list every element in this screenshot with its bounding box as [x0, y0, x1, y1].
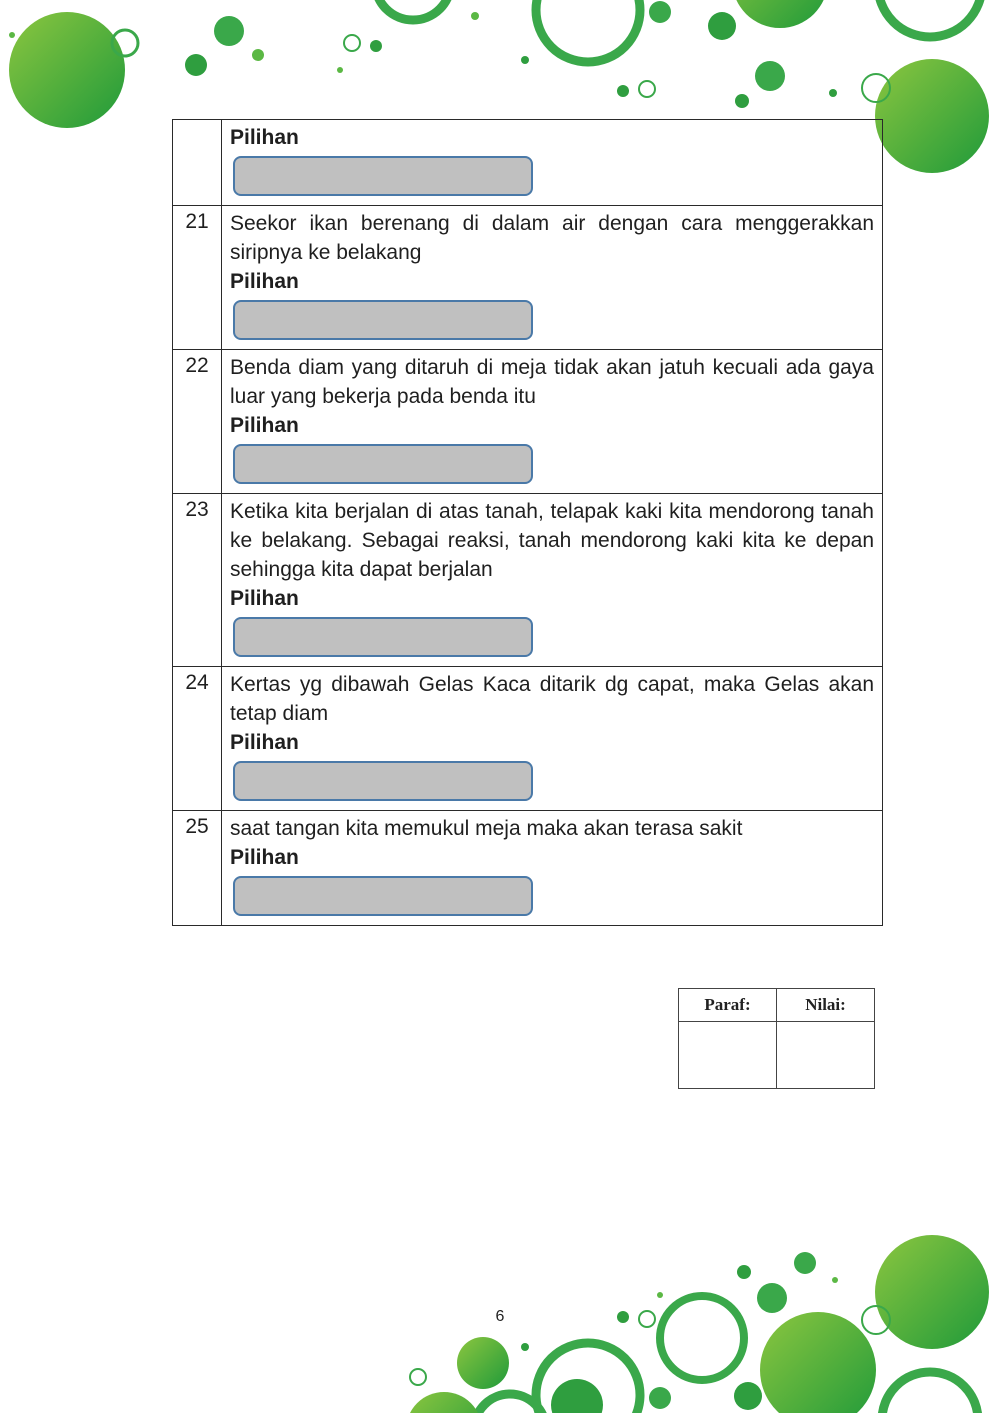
question-text: Benda diam yang ditaruh di meja tidak akan jatuh kecuali ada gaya luar yang bekerja pada benda itu [230, 356, 874, 408]
decor-dot [737, 1265, 751, 1279]
question-cell [222, 206, 883, 350]
decor-dot [657, 1292, 663, 1298]
decor-dot [832, 1277, 838, 1283]
decor-dot [214, 16, 244, 46]
decor-ring [375, 0, 451, 20]
decor-ring [344, 35, 360, 51]
question-number: 24 [173, 667, 222, 811]
answer-dropzone[interactable] [233, 761, 533, 801]
question-text: Seekor ikan berenang di dalam air dengan cara menggerakkan siripnya ke belakang [230, 212, 874, 264]
bottom-decoration [0, 1230, 1000, 1413]
question-text: saat tangan kita memukul meja maka akan terasa sakit [230, 817, 743, 840]
decor-circle [760, 1312, 876, 1413]
decor-ring [882, 1372, 978, 1413]
question-number: 23 [173, 494, 222, 667]
question-number: 21 [173, 206, 222, 350]
decor-dot [734, 1382, 762, 1410]
decor-dot [794, 1252, 816, 1274]
question-row [173, 494, 883, 667]
paraf-cell [679, 1022, 777, 1089]
score-box [678, 988, 875, 1089]
decor-dot [252, 49, 264, 61]
decor-circle [406, 1392, 482, 1413]
question-row [173, 350, 883, 494]
question-cell [222, 350, 883, 494]
decor-ring [878, 0, 982, 37]
nilai-cell [777, 1022, 875, 1089]
question-cell [222, 494, 883, 667]
question-cell [222, 811, 883, 926]
decor-ring [639, 81, 655, 97]
choice-label: Pilihan [230, 270, 299, 293]
decor-dot [617, 85, 629, 97]
question-cell [222, 667, 883, 811]
question-row [173, 667, 883, 811]
decor-dot [9, 32, 15, 38]
question-row [173, 811, 883, 926]
choice-label: Pilihan [230, 414, 299, 437]
decor-dot [370, 40, 382, 52]
answer-dropzone[interactable] [233, 156, 533, 196]
decor-dot [521, 1343, 529, 1351]
decor-dot [521, 56, 529, 64]
choice-label: Pilihan [230, 126, 299, 149]
decor-dot [735, 94, 749, 108]
decor-dot [829, 89, 837, 97]
decor-dot [757, 1283, 787, 1313]
decor-dot [185, 54, 207, 76]
question-text: Ketika kita berjalan di atas tanah, telapak kaki kita mendorong tanah ke belakang. Sebagai reaksi, tanah mendorong kaki kita ke depan sehingga kita dapat berjalan [230, 500, 874, 581]
question-number: 22 [173, 350, 222, 494]
question-row [173, 206, 883, 350]
page-number: 6 [495, 1308, 505, 1325]
decor-ring [536, 0, 640, 62]
decor-dot [551, 1379, 603, 1413]
decor-dot [457, 1337, 509, 1389]
paraf-label: Paraf: [679, 989, 777, 1022]
answer-dropzone[interactable] [233, 876, 533, 916]
questions-table [172, 119, 883, 926]
decor-circle [875, 59, 989, 173]
decor-dot [649, 1387, 671, 1409]
choice-label: Pilihan [230, 731, 299, 754]
decor-circle [875, 1235, 989, 1349]
decor-dot [649, 1, 671, 23]
decor-ring [410, 1369, 426, 1385]
decor-dot [471, 12, 479, 20]
decor-dot [708, 12, 736, 40]
question-cell [222, 120, 883, 206]
answer-dropzone[interactable] [233, 300, 533, 340]
decor-circle [9, 12, 125, 128]
question-number: 25 [173, 811, 222, 926]
decor-dot [732, 0, 828, 28]
choice-label: Pilihan [230, 587, 299, 610]
decor-dot [755, 61, 785, 91]
question-row [173, 120, 883, 206]
decor-ring [639, 1311, 655, 1327]
choice-label: Pilihan [230, 846, 299, 869]
answer-dropzone[interactable] [233, 444, 533, 484]
nilai-label: Nilai: [777, 989, 875, 1022]
answer-dropzone[interactable] [233, 617, 533, 657]
decor-ring [660, 1296, 744, 1380]
question-text: Kertas yg dibawah Gelas Kaca ditarik dg capat, maka Gelas akan tetap diam [230, 673, 874, 725]
question-number [173, 120, 222, 206]
decor-dot [337, 67, 343, 73]
decor-dot [617, 1311, 629, 1323]
